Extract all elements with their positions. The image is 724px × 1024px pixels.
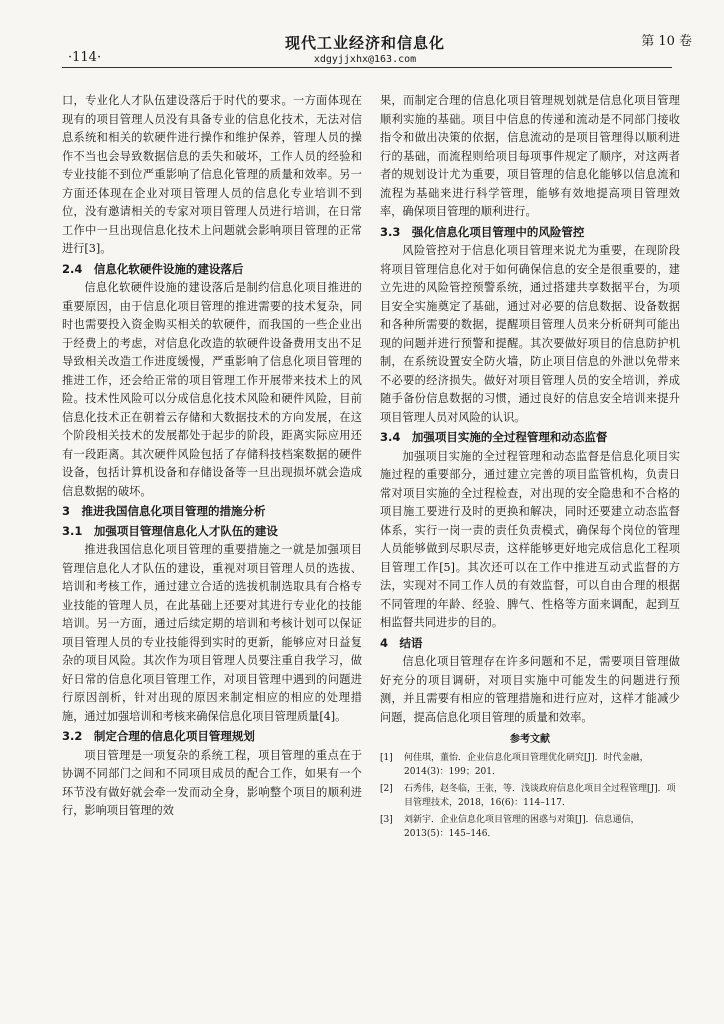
page-number: ·114· xyxy=(68,50,102,65)
left-column xyxy=(62,92,362,821)
paragraph: 信息化软硬件设施的建设落后是制约信息化项目推进的重要原因，由于信息化项目管理的推进需要的技术复杂，同时也需要投入资金购买相关的软硬件，而我国的一些企业出于经费上的考虑，对信息化改造的软硬件设备费用支出不足导致相关改造工作进度缓慢，严重影响了信息化项目管理的推进工作，还会给正常的项目管理工作开展带来技术上的风险。技术性风险可以分成信息化技术风险和硬件风险，目前信息化技术正在朝着云存储和大数据技术的方向发展，在这个阶段相关技术的发展都处于起步的阶段，距离实际应用还有一段距离。其次硬件风险包括了存储科技档案数据的硬件设备，包括计算机设备和存储设备等一旦出现损坏就会造成信息数据的破坏。 xyxy=(62,281,362,498)
reference-number: [1] xyxy=(380,753,393,763)
volume-label: 第 10 卷 xyxy=(641,34,692,49)
section-heading: 3 推进我国信息化项目管理的措施分析 xyxy=(62,504,266,518)
reference-number: [3] xyxy=(380,815,393,825)
reference-text: 石秀伟，赵冬临，王张，等．浅谈政府信息化项目全过程管理[J]．项目管理技术，2018，16(6)：114–117． xyxy=(404,784,676,808)
paragraph: 信息化项目管理存在许多问题和不足，需要项目管理做好充分的项目调研，对项目实施中可能发生的问题进行预测，并且需要有相应的管理措施和进行应对，这样才能减少问题，提高信息化项目管理的质量和效率。 xyxy=(380,655,680,724)
reference-item xyxy=(380,813,680,841)
section-heading: 3.3 强化信息化项目管理中的风险管控 xyxy=(380,224,585,239)
page-header xyxy=(30,22,700,72)
reference-item xyxy=(380,751,680,779)
paragraph: 加强项目实施的全过程管理和动态监督是信息化项目实施过程的重要部分，通过建立完善的项目监管机构，负责日常对项目实施的全过程检查，对出现的安全隐患和不合格的项目施工要进行及时的更换和解决，同时还要建立动态监督体系，实行一岗一责的责任负责模式，确保每个岗位的管理人员能够做到尽职尽责，这样能够更好地完成信息化工程项目管理工作[5]。其次还可以在工作中推进互动式监督的方法，实现对不同工作人员的有效监督，可以自由合理的根据不同管理的年龄、经验、脾气、性格等方面来调配，起到互相监督共同进步的目的。 xyxy=(380,449,680,629)
section-heading: 3.2 制定合理的信息化项目管理规划 xyxy=(62,729,255,743)
paragraph: 果，而制定合理的信息化项目管理规划就是信息化项目管理顺利实施的基础。项目中信息的传递和流动是不同部门接收指令和做出决策的依据，信息流动的是项目管理得以顺利进行的基础，而流程则给项目每项事件规定了顺序，对这两者者的规划设计尤为重要，项目管理的信息化能够以信息流和流程为基础来进行科学管理，能够有效地提高项目管理效率，确保项目管理的顺利进行。 xyxy=(380,94,680,218)
references xyxy=(380,733,680,841)
reference-text: 何佳琪，董怡．企业信息化项目管理优化研究[J]．时代金融，2014(3)：199；201． xyxy=(404,753,649,777)
header-rule xyxy=(62,67,672,68)
reference-number: [2] xyxy=(380,784,393,794)
paragraph: 风险管控对于信息化项目管理来说尤为重要，在现阶段将项目管理信息化对于如何确保信息的安全是很重要的，建立先进的风险管控预警系统，通过搭建共享数据平台，为项目安全实施奠定了基础，通过对必要的信息数据、设备数据和各种所需要的数据，提醒项目管理人员来分析研判可能出现的问题并进行预警和提醒。其次要做好项目的信息防护机制，在系统设置安全防火墙，防止项目信息的外泄以免带来不必要的经济损失。做好对项目管理人员的安全培训，养成随手备份信息数据的习惯，通过良好的信息安全培训来提升项目管理人员对风险的认识。 xyxy=(380,244,680,424)
paragraph: 项目管理是一项复杂的系统工程，项目管理的重点在于协调不同部门之间和不同项目成员的配合工作，如果有一个环节没有做好就会牵一发而动全身，影响整个项目的顺利进行，影响项目管理的效 xyxy=(62,748,362,817)
reference-text: 刘新宇．企业信息化项目管理的困惑与对策[J]．信息通信，2013(5)：145–146． xyxy=(404,815,640,839)
references-title: 参考文献 xyxy=(510,734,550,745)
right-column xyxy=(380,92,680,844)
journal-email: xdgyjjxhx@163.com xyxy=(313,54,417,65)
section-heading: 4 结语 xyxy=(380,635,423,650)
paragraph: 推进我国信息化项目管理的重要措施之一就是加强项目管理信息化人才队伍的建设，重视对项目管理人员的选拔、培训和考核工作，通过建立合适的选拔机制选取具有合格专业技能的管理人员，在此基础上还要对其进行专业化的技能培训。另一方面，通过后续定期的培训和考核计划可以保证项目管理人员的专业技能得到实时的更新，能够应对日益复杂的项目风险。其次作为项目管理人员要注重自我学习，做好日常的信息化项目管理工作，对项目管理中遇到的问题进行原因剖析，针对出现的原因来制定相应的相应的处理措施，通过加强培训和考核来确保信息化项目管理质量[4]。 xyxy=(62,543,362,723)
reference-item xyxy=(380,782,680,810)
journal-title: 现代工业经济和信息化 xyxy=(284,34,445,52)
section-heading: 2.4 信息化软硬件设施的建设落后 xyxy=(62,261,244,276)
section-heading: 3.1 加强项目管理信息化人才队伍的建设 xyxy=(62,523,278,538)
section-heading: 3.4 加强项目实施的全过程管理和动态监督 xyxy=(380,430,608,444)
paragraph: 口，专业化人才队伍建设落后于时代的要求。一方面体现在现有的项目管理人员没有具备专业的信息化技术，无法对信息系统和相关的软硬件进行操作和维护保养，管理人员的操作不当也会导致数据信息的丢失和破坏，工作人员的经验和专业技能不到位严重影响了信息化管理的质量和效率。另一方面还体现在企业对项目管理人员的信息化专业培训不到位，没有邀请相关的专家对项目管理人员进行培训，在日常工作中一旦出现信息化技术上问题就会影响项目管理的正常进行[3]。 xyxy=(62,94,362,255)
